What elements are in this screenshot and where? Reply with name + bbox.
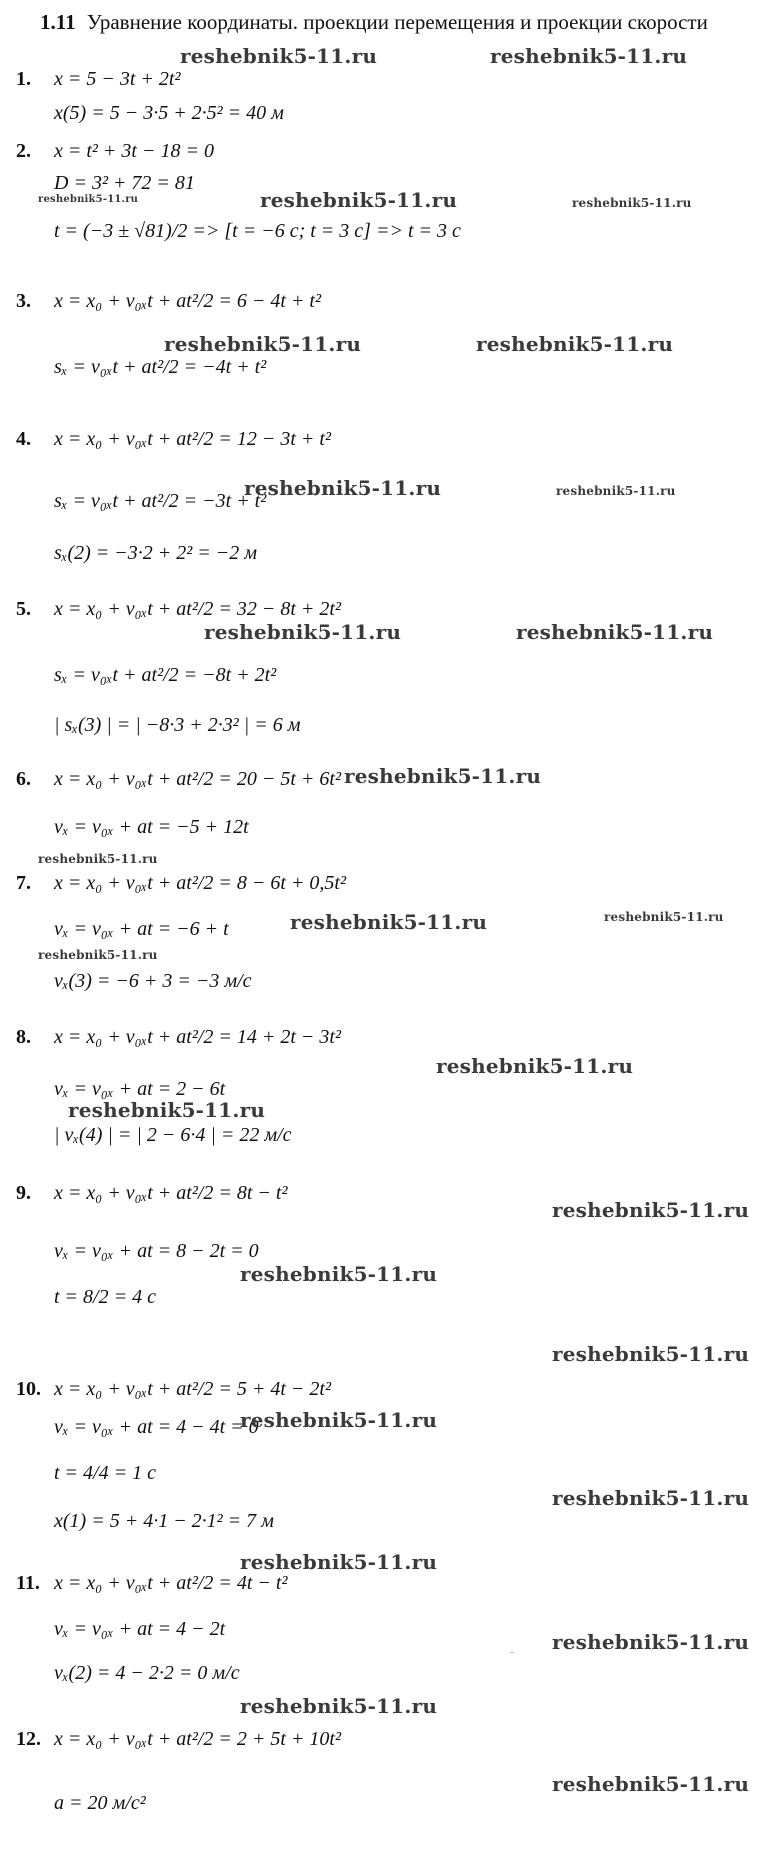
watermark: reshebnik5-11.ru [38,852,158,866]
watermark: reshebnik5-11.ru [38,948,158,962]
watermark: reshebnik5-11.ru [552,1772,750,1796]
problem-number: 1. [16,68,31,90]
equation-line: sₓ(2) = −3·2 + 2² = −2 м [54,542,258,564]
equation-line: a = 20 м/с² [54,1792,146,1814]
watermark: reshebnik5-11.ru [552,1342,750,1366]
watermark: reshebnik5-11.ru [490,44,688,68]
problem-number: 7. [16,872,31,894]
problem-number: 10. [16,1378,41,1400]
equation-line: t = 8/2 = 4 с [54,1286,156,1308]
equation-line: x = t² + 3t − 18 = 0 [54,140,214,162]
equation-line: x = x₀ + v₀ₓt + at²/2 = 32 − 8t + 2t² [54,598,341,620]
watermark: reshebnik5-11.ru [68,1098,266,1122]
equation-line: | sₓ(3) | = | −8·3 + 2·3² | = 6 м [54,714,301,736]
equation-line: vₓ = v₀ₓ + at = 8 − 2t = 0 [54,1240,259,1262]
equation-line: x(1) = 5 + 4·1 − 2·1² = 7 м [54,1510,274,1532]
watermark: reshebnik5-11.ru [552,1486,750,1510]
watermark: reshebnik5-11.ru [240,1262,438,1286]
equation-line: vₓ = v₀ₓ + at = 4 − 4t = 0 [54,1416,259,1438]
equation-line: x = x₀ + v₀ₓt + at²/2 = 6 − 4t + t² [54,290,321,312]
watermark: reshebnik5-11.ru [240,1408,438,1432]
watermark: reshebnik5-11.ru [604,910,724,924]
watermark: reshebnik5-11.ru [244,476,442,500]
equation-line: t = (−3 ± √81)/2 => [t = −6 с; t = 3 с] => t = 3 с [54,220,461,242]
equation-line: vₓ(2) = 4 − 2·2 = 0 м/с [54,1662,240,1684]
equation-line: D = 3² + 72 = 81 [54,172,195,194]
problem-number: 6. [16,768,31,790]
watermark: reshebnik5-11.ru [260,188,458,212]
problem-number: 3. [16,290,31,312]
problem-number: 12. [16,1728,41,1750]
equation-line: x = 5 − 3t + 2t² [54,68,181,90]
problem-number: 2. [16,140,31,162]
equation-line: x = x₀ + v₀ₓt + at²/2 = 2 + 5t + 10t² [54,1728,341,1750]
equation-line: vₓ = v₀ₓ + at = −5 + 12t [54,816,249,838]
equation-line: x = x₀ + v₀ₓt + at²/2 = 4t − t² [54,1572,288,1594]
watermark: reshebnik5-11.ru [38,194,139,205]
watermark: reshebnik5-11.ru [572,196,692,210]
equation-line: x = x₀ + v₀ₓt + at²/2 = 14 + 2t − 3t² [54,1026,341,1048]
watermark: reshebnik5-11.ru [204,620,402,644]
watermark: reshebnik5-11.ru [240,1550,438,1574]
watermark: reshebnik5-11.ru [344,764,542,788]
section-title: Уравнение координаты. проекции перемещения и проекции скорости [86,10,708,34]
problem-number: 5. [16,598,31,620]
page-title [40,10,770,35]
problem-number: 11. [16,1572,40,1594]
equation-line: vₓ = v₀ₓ + at = 4 − 2t [54,1618,226,1640]
equation-line: vₓ(3) = −6 + 3 = −3 м/с [54,970,252,992]
equation-line: x = x₀ + v₀ₓt + at²/2 = 5 + 4t − 2t² [54,1378,331,1400]
equation-line: sₓ = v₀ₓt + at²/2 = −3t + t² [54,490,267,512]
watermark: reshebnik5-11.ru [516,620,714,644]
watermark: reshebnik5-11.ru [240,1694,438,1718]
equation-line: x = x₀ + v₀ₓt + at²/2 = 20 − 5t + 6t² [54,768,341,790]
watermark: reshebnik5-11.ru [180,44,378,68]
problem-number: 9. [16,1182,31,1204]
problem-number: 4. [16,428,31,450]
problem-number: 8. [16,1026,31,1048]
watermark: reshebnik5-11.ru [556,484,676,498]
equation-line: x = x₀ + v₀ₓt + at²/2 = 8 − 6t + 0,5t² [54,872,346,894]
section-number: 1.11 [40,10,76,34]
equation-line: vₓ = v₀ₓ + at = 2 − 6t [54,1078,226,1100]
equation-line: vₓ = v₀ₓ + at = −6 + t [54,918,229,940]
watermark: reshebnik5-11.ru [552,1198,750,1222]
watermark: reshebnik5-11.ru [476,332,674,356]
equation-line: sₓ = v₀ₓt + at²/2 = −8t + 2t² [54,664,277,686]
watermark: reshebnik5-11.ru [552,1630,750,1654]
equation-line: sₓ = v₀ₓt + at²/2 = −4t + t² [54,356,267,378]
equation-line: | vₓ(4) | = | 2 − 6·4 | = 22 м/с [54,1124,292,1146]
watermark: reshebnik5-11.ru [290,910,488,934]
scan-artifact [510,1652,514,1653]
watermark: reshebnik5-11.ru [164,332,362,356]
equation-line: t = 4/4 = 1 с [54,1462,156,1484]
equation-line: x = x₀ + v₀ₓt + at²/2 = 12 − 3t + t² [54,428,331,450]
equation-line: x(5) = 5 − 3·5 + 2·5² = 40 м [54,102,284,124]
equation-line: x = x₀ + v₀ₓt + at²/2 = 8t − t² [54,1182,288,1204]
watermark: reshebnik5-11.ru [436,1054,634,1078]
